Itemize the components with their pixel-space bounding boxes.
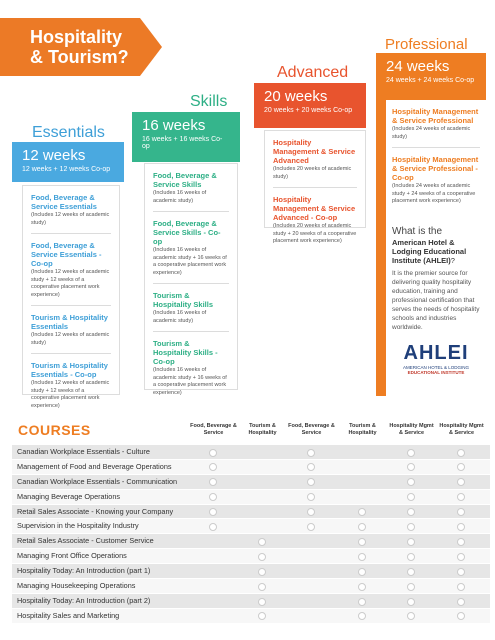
course-check-dot <box>258 598 266 606</box>
course-row <box>12 609 490 624</box>
column-header: Tourism & Hospitality <box>348 423 377 436</box>
course-name: Hospitality Sales and Marketing <box>17 610 120 620</box>
course-row <box>12 460 490 475</box>
program-title: Food, Beverage & Service Skills <box>153 171 217 189</box>
tier-weeks-professional: 24 weeks <box>386 58 450 75</box>
course-row <box>12 564 490 579</box>
course-name: Managing Front Office Operations <box>17 551 127 561</box>
courses-title: COURSES <box>18 422 91 438</box>
program-desc: (Includes 12 weeks of academic study + 12 weeks of a cooperative placement work experience) <box>31 269 110 298</box>
course-check-dot <box>457 583 465 591</box>
course-name: Canadian Workplace Essentials - Culture <box>17 447 150 456</box>
column-header: Hospitality Mgmt & Service <box>439 423 484 436</box>
program-item <box>392 148 480 212</box>
tier-sub-skills: 16 weeks + 16 weeks Co-op <box>142 136 223 150</box>
course-name: Canadian Workplace Essentials - Communication <box>17 476 178 486</box>
program-title: Hospitality Management & Service Professional - Co-op <box>392 155 479 182</box>
course-check-dot <box>407 523 415 531</box>
course-check-dot <box>209 449 217 457</box>
course-check-dot <box>258 583 266 591</box>
ahlei-qmark: ? <box>450 255 455 265</box>
ahlei-name <box>392 238 480 265</box>
ahlei-info <box>392 226 480 375</box>
course-row <box>12 534 490 549</box>
program-title: Tourism & Hospitality Skills - Co-op <box>153 339 218 366</box>
tier-label-professional: Professional <box>385 36 468 53</box>
course-row <box>12 594 490 609</box>
program-item <box>31 234 111 306</box>
course-check-dot <box>407 538 415 546</box>
course-row <box>12 519 490 534</box>
program-desc: (Includes 24 weeks of academic study) <box>392 126 471 140</box>
header-line2: & Tourism? <box>30 47 129 67</box>
program-title: Hospitality Management & Service Advanced <box>273 138 356 165</box>
column-header: Food, Beverage & Service <box>288 423 335 436</box>
program-title: Hospitality Management & Service Advanced - Co-op <box>273 195 356 222</box>
ahlei-logo-text: AHLEI <box>403 341 469 364</box>
program-desc: (Includes 12 weeks of academic study) <box>31 332 110 346</box>
course-check-dot <box>358 583 366 591</box>
course-row <box>12 490 490 505</box>
course-check-dot <box>258 568 266 576</box>
tier-sub-advanced: 20 weeks + 20 weeks Co-op <box>264 107 353 114</box>
program-desc: (Includes 16 weeks of academic study + 16 weeks of a cooperative placement work experience) <box>153 367 227 396</box>
program-item <box>273 131 357 188</box>
header-banner <box>0 18 140 76</box>
tier-body-professional <box>386 100 486 396</box>
program-title: Food, Beverage & Service Skills - Co-op <box>153 219 221 246</box>
course-check-dot <box>457 538 465 546</box>
course-check-dot <box>307 449 315 457</box>
ahlei-name-text: American Hotel & Lodging Educational Institute (AHLEI) <box>392 237 467 265</box>
ahlei-logo-sub2: EDUCATIONAL INSTITUTE <box>407 369 465 375</box>
program-item <box>153 332 229 403</box>
tier-body-skills <box>144 163 238 396</box>
tier-header-advanced <box>254 83 366 128</box>
course-check-dot <box>358 598 366 606</box>
course-check-dot <box>358 523 366 531</box>
course-row <box>12 505 490 520</box>
course-check-dot <box>358 568 366 576</box>
tier-weeks-essentials: 12 weeks <box>22 147 86 164</box>
course-check-dot <box>258 553 266 561</box>
tier-label-skills: Skills <box>190 93 228 110</box>
course-check-dot <box>358 538 366 546</box>
program-title: Food, Beverage & Service Essentials - Co-op <box>31 241 102 268</box>
tier-body-essentials <box>22 185 120 409</box>
ahlei-logo-sub1: AMERICAN HOTEL & LODGING <box>402 364 470 370</box>
course-check-dot <box>407 568 415 576</box>
course-check-dot <box>457 449 465 457</box>
ahlei-logo <box>392 342 480 375</box>
program-item <box>153 164 229 212</box>
course-row <box>12 475 490 490</box>
tier-header-professional <box>376 53 486 96</box>
program-desc: (Includes 12 weeks of academic study) <box>31 212 110 226</box>
program-item <box>153 212 229 284</box>
program-item <box>31 186 111 234</box>
course-check-dot <box>407 553 415 561</box>
program-desc: (Includes 16 weeks of academic study) <box>153 310 207 324</box>
program-desc: (Includes 20 weeks of academic study) <box>273 166 352 180</box>
course-name: Management of Food and Beverage Operations <box>17 461 172 471</box>
course-check-dot <box>457 568 465 576</box>
program-desc: (Includes 12 weeks of academic study + 12 weeks of a cooperative placement work experience) <box>31 380 110 409</box>
course-name: Retail Sales Associate - Customer Service <box>17 536 154 546</box>
course-check-dot <box>407 449 415 457</box>
program-title: Hospitality Management & Service Professional <box>392 107 479 125</box>
program-desc: (Includes 16 weeks of academic study) <box>153 190 207 204</box>
ahlei-desc: It is the premier source for delivering quality hospitality education, training and professional certification that serves the needs of hospitality schools and industries worldwide. <box>392 269 480 331</box>
course-check-dot <box>407 598 415 606</box>
tier-sub-professional: 24 weeks + 24 weeks Co-op <box>386 77 475 84</box>
tier-header-skills <box>132 112 240 162</box>
column-header: Hospitality Mgmt & Service <box>389 423 434 436</box>
program-desc: (Includes 24 weeks of academic study + 24 weeks of a cooperative placement work experience) <box>392 183 476 204</box>
program-title: Tourism & Hospitality Essentials - Co-op <box>31 361 108 379</box>
program-item <box>392 100 480 148</box>
course-row <box>12 445 490 460</box>
tier-body-advanced <box>264 130 366 244</box>
program-title: Food, Beverage & Service Essentials <box>31 193 97 211</box>
program-desc: (Includes 20 weeks of academic study + 20 weeks of a cooperative placement work experience) <box>273 223 357 244</box>
program-item <box>31 354 111 416</box>
course-check-dot <box>457 523 465 531</box>
column-header: Tourism & Hospitality <box>248 423 277 436</box>
course-check-dot <box>258 538 266 546</box>
course-name: Retail Sales Associate - Knowing your Company <box>17 506 174 516</box>
course-check-dot <box>209 523 217 531</box>
header-line1: Hospitality <box>30 27 123 47</box>
course-check-dot <box>457 553 465 561</box>
tier-header-essentials <box>12 142 124 182</box>
course-check-dot <box>307 523 315 531</box>
program-item <box>153 284 229 332</box>
tier-weeks-skills: 16 weeks <box>142 117 206 134</box>
tier-label-essentials: Essentials <box>32 124 105 141</box>
course-row <box>12 549 490 564</box>
course-check-dot <box>358 553 366 561</box>
program-title: Tourism & Hospitality Essentials <box>31 313 108 331</box>
tier-label-advanced: Advanced <box>277 64 349 81</box>
ahlei-question: What is the <box>392 225 443 237</box>
tier-sub-essentials: 12 weeks + 12 weeks Co-op <box>22 166 111 173</box>
courses-table <box>12 445 490 624</box>
course-check-dot <box>457 598 465 606</box>
course-check-dot <box>407 583 415 591</box>
program-item <box>273 188 357 252</box>
program-desc: (Includes 16 weeks of academic study + 16 weeks of a cooperative placement work experience) <box>153 247 227 276</box>
program-item <box>31 306 111 354</box>
course-name: Managing Housekeeping Operations <box>17 581 136 591</box>
course-name: Hospitality Today: An Introduction (part 2) <box>17 595 151 605</box>
tier-weeks-advanced: 20 weeks <box>264 88 328 105</box>
course-row <box>12 579 490 594</box>
course-name: Hospitality Today: An Introduction (part 1) <box>17 566 151 576</box>
course-name: Managing Beverage Operations <box>17 491 121 501</box>
column-header: Food, Beverage & Service <box>190 423 237 436</box>
program-title: Tourism & Hospitality Skills <box>153 291 214 309</box>
course-name: Supervision in the Hospitality Industry <box>17 521 139 531</box>
